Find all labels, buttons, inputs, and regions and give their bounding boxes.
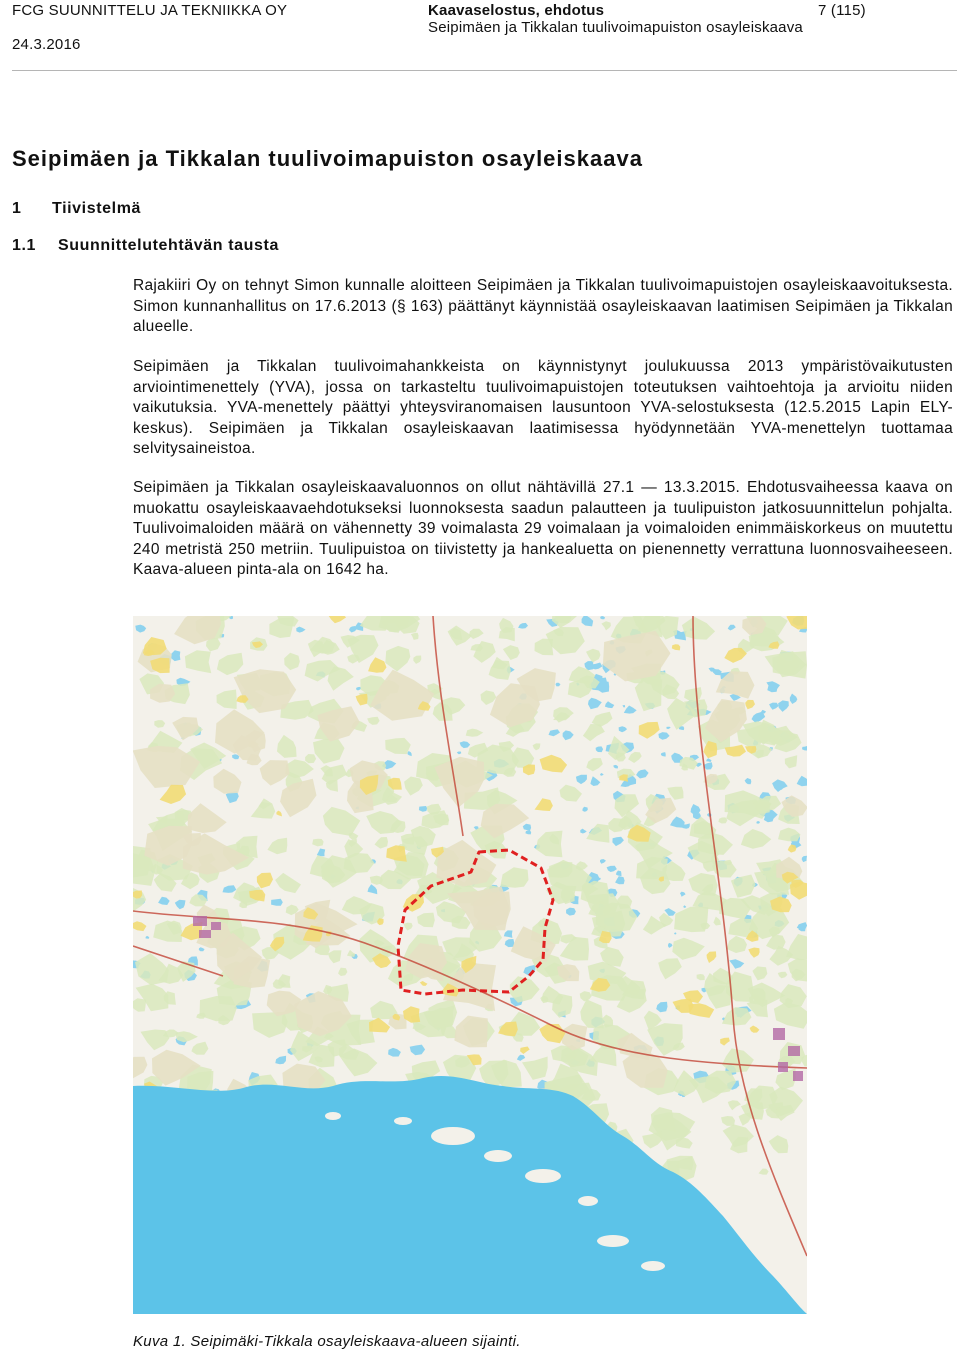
header-divider bbox=[12, 70, 957, 71]
header-doc-name: Seipimäen ja Tikkalan tuulivoimapuiston osayleiskaava bbox=[428, 19, 803, 36]
paragraph-eia: Seipimäen ja Tikkalan tuulivoimahankkeista on käynnistynyt joulukuussa 2013 ympäristövaikutusten arviointimenettely (YVA), jossa on tarkasteltu tuulivoimapuistojen toteutuksen vaihtoehtoja ja arvioitu niiden vaikutuksia. YVA-menettely päättyi yhteysviranomaisen lausuntoon YVA-selostuksesta (12.5.2015 Lapin ELY-keskus). Seipimäen ja Tikkalan osayleiskaavan laatimisessa hyödynnetään YVA-menettelyn tuottamaa selvitysaineistoa. bbox=[133, 358, 953, 457]
header-date: 24.3.2016 bbox=[12, 36, 81, 53]
paragraph-draft: Seipimäen ja Tikkalan osayleiskaavaluonnos on ollut nähtävillä 27.1 — 13.3.2015. Ehdotusvaiheessa kaava on muokattu osayleiskaavaehdotukseksi luonnoksesta saadun palautteen ja tuulipuiston jatkosuunnittelun pohjalta. Tuulivoimaloiden määrä on vähennetty 39 voimalasta 29 voimalaan ja voimaloiden enimmäiskorkeus on muutettu 240 metristä 250 metriin. Tuulipuistoa on tiivistetty ja hankealuetta on pienennetty verrattuna luonnosvaiheeseen. Kaava-alueen pinta-ala on 1642 ha. bbox=[133, 479, 953, 578]
lake bbox=[271, 899, 283, 906]
figure-caption: Kuva 1. Seipimäki-Tikkala osayleiskaava-alueen sijainti. bbox=[133, 1333, 521, 1350]
subsection-title: Suunnittelutehtävän tausta bbox=[58, 237, 279, 254]
header-page-number: 7 (115) bbox=[818, 2, 866, 19]
header-company: FCG SUUNNITTELU JA TEKNIIKKA OY bbox=[12, 2, 288, 19]
location-map bbox=[133, 616, 807, 1314]
section-title: Tiivistelmä bbox=[52, 200, 142, 217]
section-heading-1 bbox=[12, 200, 141, 218]
section-number: 1 bbox=[12, 200, 22, 217]
section-heading-1-1 bbox=[12, 237, 279, 255]
paragraph-background: Rajakiiri Oy on tehnyt Simon kunnalle aloitteen Seipimäen ja Tikkalan tuulivoimapuistojen osayleiskaavoituksesta. Simon kunnanhallitus on 17.6.2013 (§ 163) päättänyt käynnistää osayleiskaavan laatimisen Seipimäen ja Tikkalan alueelle. bbox=[133, 277, 953, 335]
subsection-number: 1.1 bbox=[12, 237, 37, 254]
header-doc-type: Kaavaselostus, ehdotus bbox=[428, 2, 605, 19]
map-figure bbox=[133, 616, 807, 1314]
document-title: Seipimäen ja Tikkalan tuulivoimapuiston osayleiskaava bbox=[12, 146, 643, 171]
